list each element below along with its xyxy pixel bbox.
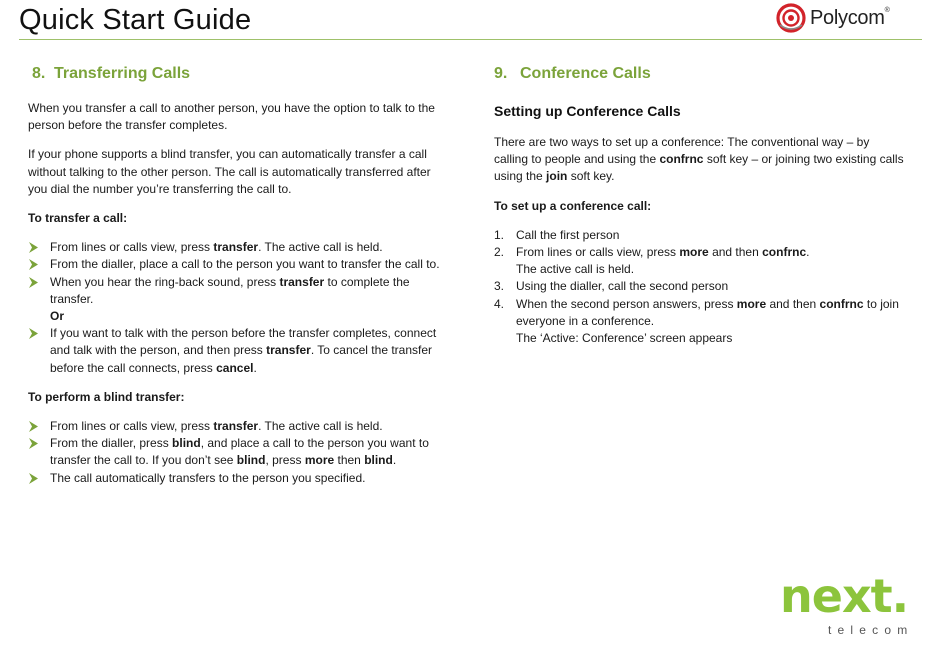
arrow-bullet-icon [28, 421, 39, 432]
list-item: 4. When the second person answers, press more and then confrnc to join everyone in a conference. The ‘Active: Conference’ screen appears [494, 296, 899, 346]
header-divider [19, 39, 922, 40]
transfer-steps-list [28, 239, 453, 377]
step-note: The ‘Active: Conference’ screen appears [516, 331, 733, 346]
list-item: 2. From lines or calls view, press more and then confrnc. The active call is held. [494, 245, 810, 277]
polycom-swirl-icon [776, 3, 806, 33]
section-heading-conference [494, 62, 904, 86]
or-separator: Or [50, 309, 65, 324]
conference-subheading: Setting up Conference Calls [494, 103, 681, 119]
list-item: If you want to talk with the person before the transfer completes, connect and talk with the person, and then press transfer. To cancel the transfer before the call connects, press cancel. [28, 325, 453, 377]
list-item: From lines or calls view, press transfer. The active call is held. [28, 239, 453, 256]
list-item: From lines or calls view, press transfer. The active call is held. [28, 418, 453, 435]
list-item: The call automatically transfers to the person you specified. [28, 470, 453, 487]
list-item: From the dialler, place a call to the person you want to transfer the call to. [28, 256, 453, 273]
conference-intro: There are two ways to set up a conference: The conventional way – by calling to people and using the confrnc soft key – or joining two existing calls using the join soft key. [494, 135, 904, 184]
transfer-section [28, 62, 453, 499]
section-title: Transferring Calls [54, 65, 191, 82]
arrow-bullet-icon [28, 328, 39, 339]
transfer-intro-2: If your phone supports a blind transfer, you can automatically transfer a call without talking to the other person. The call is automatically transferred after you dial the number you’re transferring the call to. [28, 147, 431, 196]
transfer-intro-1: When you transfer a call to another person, you have the option to talk to the person before the transfer completes. [28, 101, 435, 133]
conference-section [494, 62, 904, 347]
blind-transfer-steps-list [28, 418, 453, 487]
list-item: 3. Using the dialler, call the second person [494, 279, 729, 294]
list-item: When you hear the ring-back sound, press transfer to complete the transfer. [28, 274, 453, 308]
step-note: The active call is held. [516, 262, 635, 277]
conference-setup-label: To set up a conference call: [494, 198, 652, 213]
section-title: Conference Calls [520, 65, 651, 82]
polycom-logo [776, 3, 889, 33]
next-tagline: telecom [828, 623, 914, 637]
transfer-call-label: To transfer a call: [28, 211, 128, 226]
page-title: Quick Start Guide [19, 4, 252, 36]
section-number: 9. [494, 65, 508, 82]
polycom-wordmark: Polycom® [810, 6, 890, 29]
list-item: From the dialler, press blind, and place a call to the person you want to transfer the call to. If you don’t see blind, press more then blind. [28, 435, 453, 469]
list-item: 1. Call the first person [494, 227, 620, 242]
arrow-bullet-icon [28, 277, 39, 288]
section-number: 8. [32, 65, 46, 82]
conference-steps-list [494, 227, 904, 347]
blind-transfer-label: To perform a blind transfer: [28, 389, 185, 404]
arrow-bullet-icon [28, 242, 39, 253]
arrow-bullet-icon [28, 438, 39, 449]
next-telecom-logo [780, 569, 920, 641]
arrow-bullet-icon [28, 473, 39, 484]
next-wordmark: next. [780, 569, 909, 623]
section-heading-transfer [28, 62, 453, 86]
arrow-bullet-icon [28, 259, 39, 270]
